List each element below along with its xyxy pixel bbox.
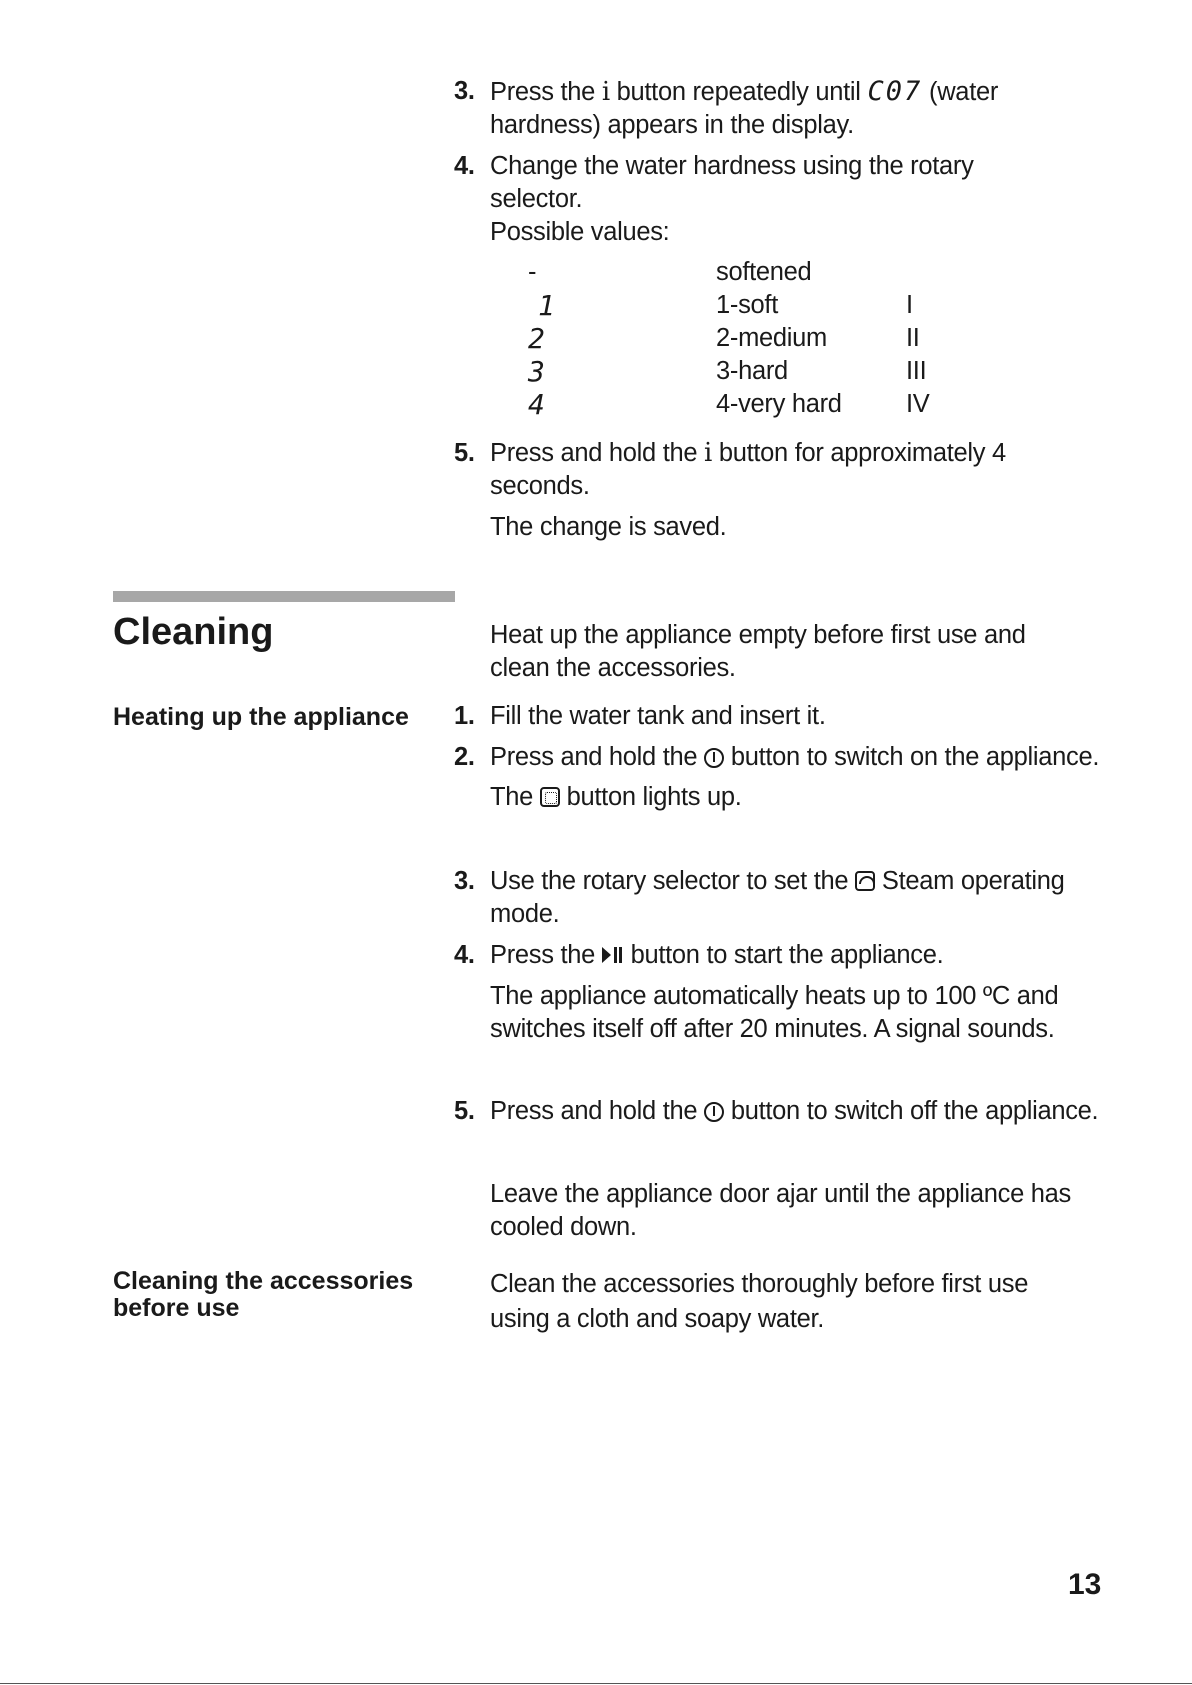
subheading-accessories: Cleaning the accessories before use: [113, 1267, 414, 1322]
hardness-row: [528, 355, 1128, 388]
step-number: 2.: [454, 743, 475, 771]
hardness-roman: I: [906, 291, 913, 319]
section-intro: Heat up the appliance empty before first use and clean the accessories.: [490, 621, 1026, 682]
step-number: 4.: [454, 152, 475, 180]
step-3-water-hardness: 3. Press the i button repeatedly until C07 (water hardness) appears in the display.: [454, 76, 999, 139]
step-5-save: 5. Press and hold the i button for approximately 4 seconds. The change is saved.: [490, 437, 1110, 544]
hardness-label: 3-hard: [716, 357, 788, 385]
hardness-roman: III: [906, 357, 927, 385]
info-button-icon: i: [601, 77, 610, 107]
hardness-display: 1: [538, 289, 555, 322]
step-result: The appliance automatically heats up to 100 ºC and switches itself off after 20 minutes. A signal sounds.: [490, 982, 1059, 1043]
step-result: The change is saved.: [490, 513, 727, 541]
heating-step-4: 4. Press the button to start the appliance. The appliance automatically heats up to 100 ºC and switches itself off after 20 minutes. A signal sounds.: [490, 939, 1110, 1046]
accessories-text: Clean the accessories thoroughly before first use using a cloth and soapy water.: [490, 1270, 1029, 1333]
hardness-row: [528, 388, 1128, 421]
step-line: Possible values:: [490, 218, 670, 246]
heating-step-5: 5. Press and hold the button to switch off the appliance.: [490, 1095, 1110, 1128]
heating-step-3: 3. Use the rotary selector to set the Steam operating mode.: [454, 867, 1065, 928]
step-line: Change the water hardness using the rotary: [490, 152, 974, 180]
hardness-label: softened: [716, 258, 812, 286]
step-4-change-hardness: [454, 150, 1110, 249]
play-pause-icon: [602, 946, 624, 964]
step-number: 4.: [454, 941, 475, 969]
step-number: 3.: [454, 77, 475, 105]
heating-step-1: 1. Fill the water tank and insert it.: [490, 700, 1110, 733]
hardness-roman: II: [906, 324, 920, 352]
step-number: 1.: [454, 702, 475, 730]
step-number: 5.: [454, 439, 475, 467]
hardness-label: 4-very hard: [716, 390, 842, 418]
subheading-heating: Heating up the appliance: [113, 703, 409, 731]
bottom-rule: [0, 1683, 1192, 1684]
display-code: C07: [867, 76, 923, 107]
step-number: 3.: [454, 867, 475, 895]
step-line: selector.: [490, 185, 583, 213]
power-icon: [704, 748, 724, 768]
hardness-display: -: [528, 258, 537, 286]
step-result: The button lights up.: [490, 783, 742, 811]
heating-closing: Leave the appliance door ajar until the appliance has cooled down.: [490, 1180, 1071, 1241]
hardness-row: [528, 256, 1128, 289]
hardness-row: [528, 322, 1128, 355]
hardness-display: 3: [528, 355, 545, 388]
step-number: 5.: [454, 1097, 475, 1125]
section-rule: [113, 591, 455, 602]
hardness-label: 1-soft: [716, 291, 778, 319]
section-title: Cleaning: [113, 611, 274, 653]
hardness-row: [528, 289, 1128, 322]
steam-icon: [855, 871, 875, 891]
heating-step-2: 2. Press and hold the button to switch on the appliance. The button lights up.: [490, 741, 1110, 814]
info-button-icon: i: [704, 438, 713, 468]
hardness-display: 4: [528, 388, 545, 421]
hardness-display: 2: [528, 322, 545, 355]
power-icon: [704, 1102, 724, 1122]
page-number: 13: [1068, 1568, 1102, 1601]
light-icon: [540, 787, 560, 807]
hardness-roman: IV: [906, 390, 930, 418]
hardness-label: 2-medium: [716, 324, 827, 352]
